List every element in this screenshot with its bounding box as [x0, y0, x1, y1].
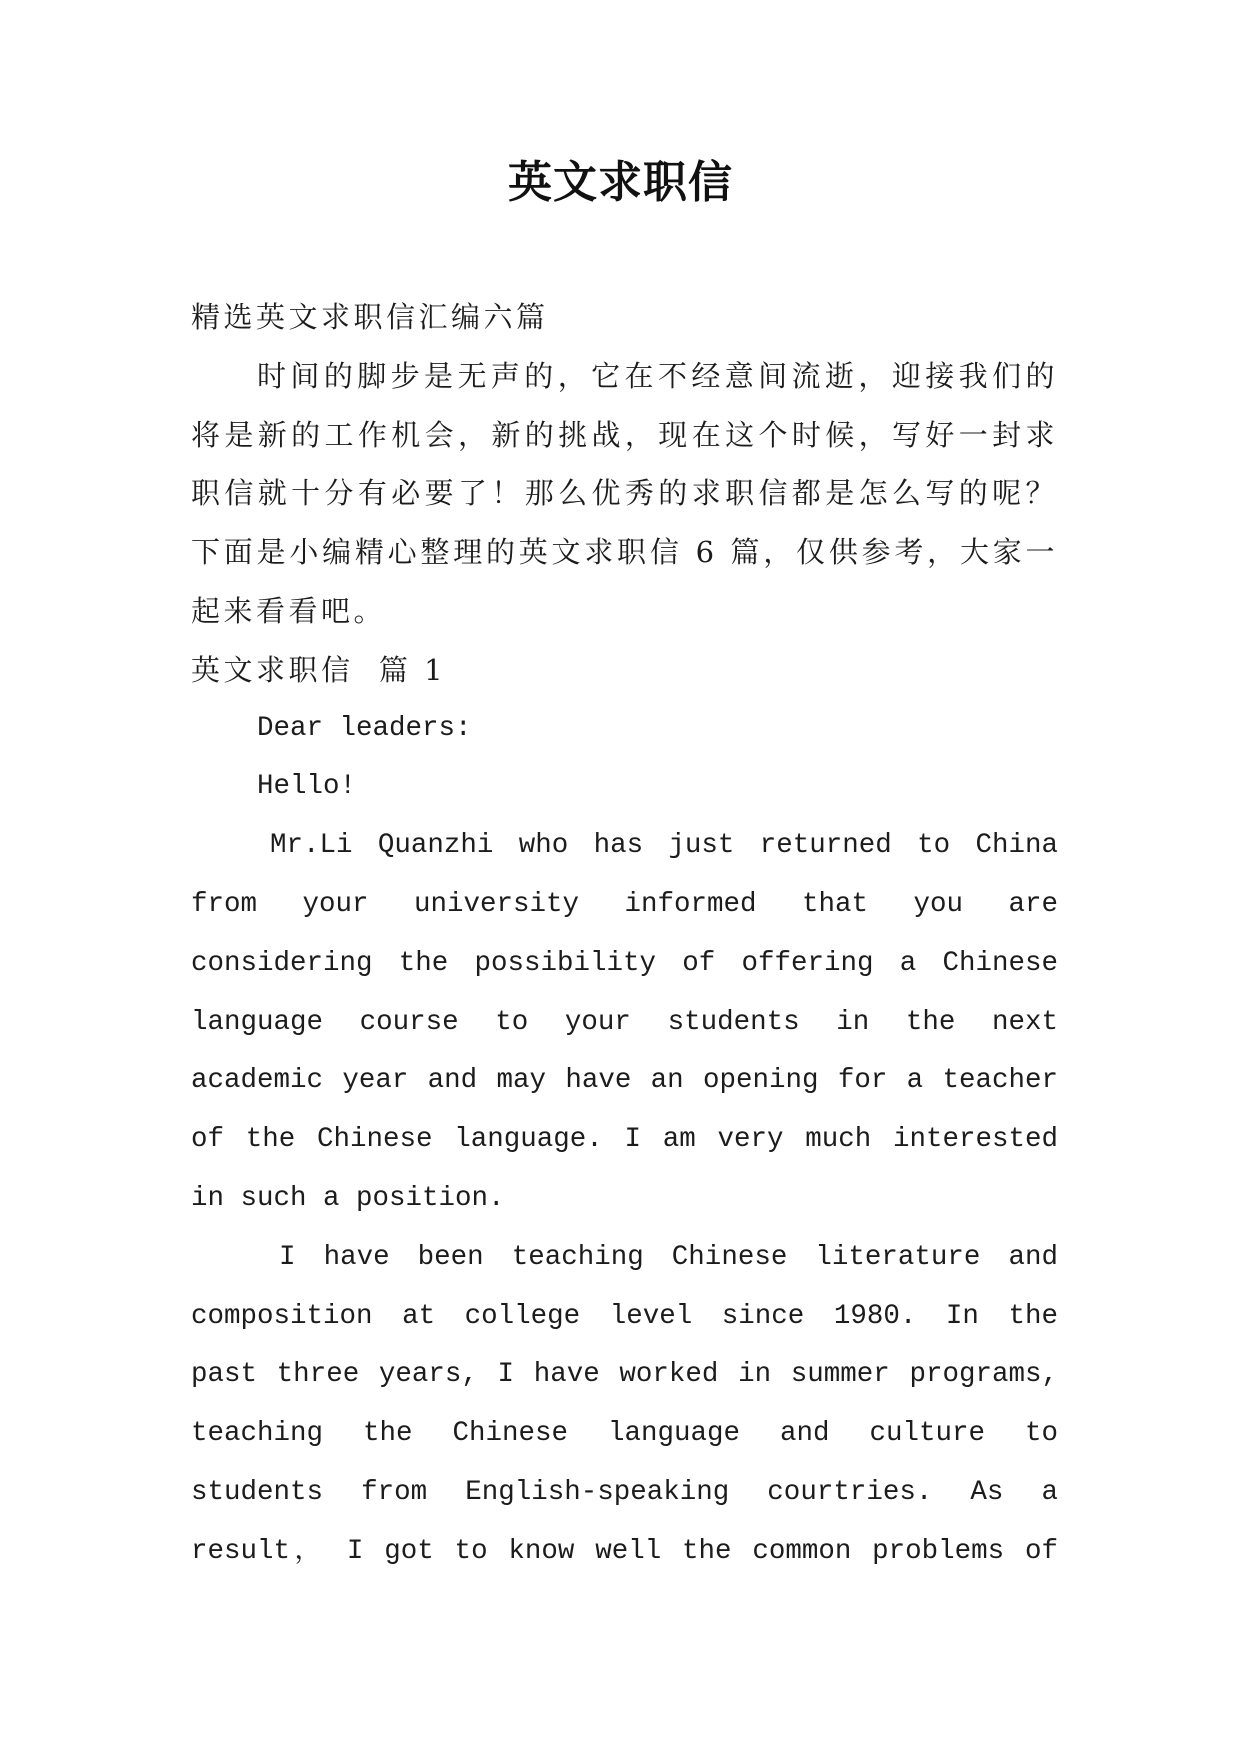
letter-line: Mr.Li Quanzhi who has just returned to China: [270, 830, 1058, 862]
letter-paragraph: [191, 817, 1058, 1229]
greeting: Hello!: [257, 771, 357, 803]
letter-line: composition at college level since 1980. In the: [191, 1300, 1058, 1332]
document-body: [191, 288, 1058, 1582]
intro-line: 时间的脚步是无声的，它在不经意间流逝，迎接我们的: [257, 358, 1058, 393]
intro-line: 职信就十分有必要了！那么优秀的求职信都是怎么写的呢？: [191, 476, 1058, 511]
letter-paragraph: [191, 1229, 1058, 1582]
letter-line: considering the possibility of offering a Chinese: [191, 947, 1058, 979]
letter-line: academic year and may have an opening for a teacher: [191, 1065, 1058, 1097]
letter-line: teaching the Chinese language and culture to: [191, 1418, 1058, 1450]
letter-line: in such a position.: [191, 1182, 505, 1214]
letter-line: I have been teaching Chinese literature and: [279, 1241, 1058, 1273]
letter-line: result， I got to know well the common problems of: [191, 1535, 1058, 1567]
intro-paragraph: [191, 347, 1058, 641]
section-heading: 英文求职信 篇 1: [191, 652, 447, 687]
page-title: 英文求职信: [508, 157, 733, 208]
letter-line: language course to your students in the next: [191, 1006, 1058, 1038]
letter-line: of the Chinese language. I am very much interested: [191, 1124, 1058, 1156]
letter-line: students from English-speaking courtries. As a: [191, 1476, 1058, 1508]
salutation: Dear leaders:: [257, 712, 472, 744]
intro-line: 起来看看吧。: [191, 593, 387, 628]
letter-line: past three years, I have worked in summer programs,: [191, 1359, 1058, 1391]
intro-line: 将是新的工作机会，新的挑战，现在这个时候，写好一封求: [191, 417, 1058, 452]
letter-line: from your university informed that you are: [191, 888, 1058, 920]
subtitle: 精选英文求职信汇编六篇: [191, 300, 549, 334]
intro-line: 下面是小编精心整理的英文求职信 6 篇，仅供参考，大家一: [191, 535, 1058, 570]
